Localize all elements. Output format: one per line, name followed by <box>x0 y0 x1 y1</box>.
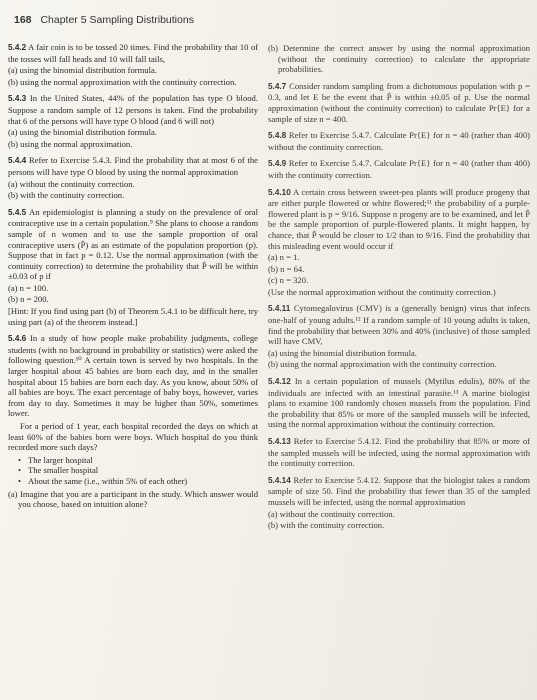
exercise-label: 5.4.3 <box>8 94 27 104</box>
exercise-text: Consider random sampling from a dichotomous population with p = 0.3, and let E be the event that P̂ is within ±0.05 of p. Use the normal approximation (without the continuity correction) to calculate Pr{E} for a sample of size n = 400. <box>268 80 530 124</box>
page-header <box>14 14 194 26</box>
exercise-part: (b) n = 64. <box>268 263 305 274</box>
exercise-label: 5.4.9 <box>268 159 287 169</box>
running-title: Chapter 5 Sampling Distributions <box>40 14 194 26</box>
exercise-part: (c) n = 320. <box>268 275 309 286</box>
answer-option: • The larger hospital <box>20 455 258 466</box>
exercise-text: In the United States, 44% of the population has type O blood. Suppose a random sample of 12 persons is taken. Find the probability that 6 of the persons will have type O blood (and 6 will not) <box>8 93 258 126</box>
exercise-part: (a) using the binomial distribution formula. <box>8 65 157 76</box>
exercise-text: Cytomegalovirus (CMV) is a (generally benign) virus that infects one-half of young adults.¹² If a random sample of 10 young adults is taken, find the probability that between 30% and 40% (inclusive) of those sampled will have CMV, <box>268 303 530 347</box>
exercise-label: 5.4.12 <box>268 377 291 387</box>
exercise-part: (b) using the normal approximation. <box>8 138 133 149</box>
exercise-note: (Use the normal approximation without the continuity correction.) <box>268 286 496 297</box>
answer-options <box>8 455 258 487</box>
exercise-text: An epidemiologist is planning a study on the prevalence of oral contraceptive use in a certain population.⁹ She plans to choose a random sample of n women and to use the sample proportion of oral contraceptive users (P̂) as an estimate of the population proportion (p). Suppose that in fact p = 0.12. Use the normal approximation (with the continuity correction) to determine the probability that P̂ will be within ±0.03 of p if <box>8 206 258 282</box>
exercise-text: Refer to Exercise 5.4.7. Calculate Pr{E} for n = 40 (rather than 400) with the continuity correction. <box>268 158 530 180</box>
exercise-label: 5.4.8 <box>268 131 287 141</box>
exercise-5-4-12 <box>268 376 530 430</box>
exercise-5-4-9 <box>268 158 530 180</box>
exercise-part: (a) using the binomial distribution formula. <box>268 347 417 358</box>
exercise-5-4-2 <box>8 42 258 87</box>
exercise-hint: [Hint: If you find using part (b) of Theorem 5.4.1 to be difficult here, try using part (a) of the theorem instead.] <box>8 306 258 327</box>
exercise-part: (a) n = 100. <box>8 282 49 293</box>
exercise-label: 5.4.7 <box>268 81 287 91</box>
exercise-part: (b) using the normal approximation with the continuity correction. <box>268 359 497 370</box>
page-number: 168 <box>14 14 32 26</box>
exercise-5-4-3 <box>8 93 258 149</box>
exercise-label: 5.4.13 <box>268 437 291 446</box>
answer-option: • The smaller hospital <box>20 465 258 476</box>
exercise-part: (b) n = 200. <box>8 294 49 305</box>
left-column <box>8 42 258 516</box>
exercise-5-4-5 <box>8 207 258 328</box>
exercise-5-4-13 <box>268 436 530 469</box>
exercise-part: (a) without the continuity correction. <box>268 508 395 519</box>
exercise-5-4-14 <box>268 475 530 531</box>
exercise-5-4-7 <box>268 81 530 124</box>
exercise-label: 5.4.10 <box>268 187 291 197</box>
exercise-text: Refer to Exercise 5.4.12. Suppose that the biologist takes a random sample of size 50. Find the probability that fewer than 35 of the sampled mussels will be infected, using the normal approximation <box>268 474 530 507</box>
exercise-label: 5.4.11 <box>268 304 291 314</box>
exercise-5-4-10 <box>268 187 530 298</box>
answer-option: • About the same (i.e., within 5% of each other) <box>20 476 258 487</box>
exercise-text: Refer to Exercise 5.4.7. Calculate Pr{E} for n = 40 (rather than 400) without the continuity correction. <box>268 130 530 152</box>
exercise-paragraph: For a period of 1 year, each hospital recorded the days on which at least 60% of the babies born were boys. Which hospital do you think recorded more such days? <box>8 421 258 453</box>
exercise-5-4-11 <box>268 303 530 370</box>
exercise-5-4-4 <box>8 155 258 200</box>
exercise-part: (a) without the continuity correction. <box>8 178 135 189</box>
exercise-5-4-8 <box>268 130 530 152</box>
exercise-part: (b) with the continuity correction. <box>8 190 125 201</box>
exercise-text: A certain cross between sweet-pea plants will produce progeny that are either purple flowered or white flowered;¹¹ the probability of a purple-flowered plant is p = 9/16. Suppose n progeny are to be examined, and let P̂ be the sample proportion of purple-flowered plants. It might happen, by chance, that P̂ would be closer to 1/2 than to 9/16. Find the probability that this misleading event would occur if <box>268 186 530 251</box>
exercise-part: (b) using the normal approximation with the continuity correction. <box>8 76 237 87</box>
exercise-part: (a) n = 1. <box>268 252 300 263</box>
exercise-label: 5.4.14 <box>268 475 291 485</box>
exercise-text: In a study of how people make probability judgments, college students (with no background in probability or statistics) were asked the following question.¹⁰ A certain town is served by two hospitals. In the larger hospital about 45 babies are born each day, and in the smaller hospital about 15 babies are born each day. As you know, about 50% of all babies are boys. The exact percentage of baby boys, however, varies from day to day. Sometimes it may be higher than 50%, sometimes lower. <box>8 333 258 419</box>
exercise-text: A fair coin is to be tossed 20 times. Find the probability that 10 of the tosses will fall heads and 10 will fall tails, <box>8 42 258 64</box>
right-column <box>268 42 530 537</box>
exercise-part: (a) using the binomial distribution formula. <box>8 127 157 138</box>
exercise-label: 5.4.2 <box>8 43 27 52</box>
exercise-part: (a) Imagine that you are a participant in the study. Which answer would you choose, based on intuition alone? <box>8 488 258 510</box>
exercise-text: Refer to Exercise 5.4.3. Find the probability that at most 6 of the persons will have type O blood by using the normal approximation <box>8 155 258 177</box>
exercise-part: (b) Determine the correct answer by using the normal approximation (without the continuity correction) to calculate the appropriate probabilities. <box>268 43 530 75</box>
exercise-text: Refer to Exercise 5.4.12. Find the probability that 85% or more of the sampled mussels will be infected, using the normal approximation with the continuity correction. <box>268 436 531 469</box>
exercise-5-4-6 <box>8 333 258 510</box>
exercise-label: 5.4.6 <box>8 334 27 344</box>
exercise-label: 5.4.4 <box>8 156 27 166</box>
exercise-text: In a certain population of mussels (Mytilus edulis), 80% of the individuals are infected with an intestinal parasite.¹³ A marine biologist plans to examine 100 randomly chosen mussels from the population. Find the probability that 85% or more of the sampled mussels will be infected, using the normal approximation without the continuity correction. <box>268 376 530 430</box>
exercise-part: (b) with the continuity correction. <box>268 520 385 531</box>
exercise-5-4-6-continued <box>268 43 530 75</box>
exercise-label: 5.4.5 <box>8 207 27 217</box>
